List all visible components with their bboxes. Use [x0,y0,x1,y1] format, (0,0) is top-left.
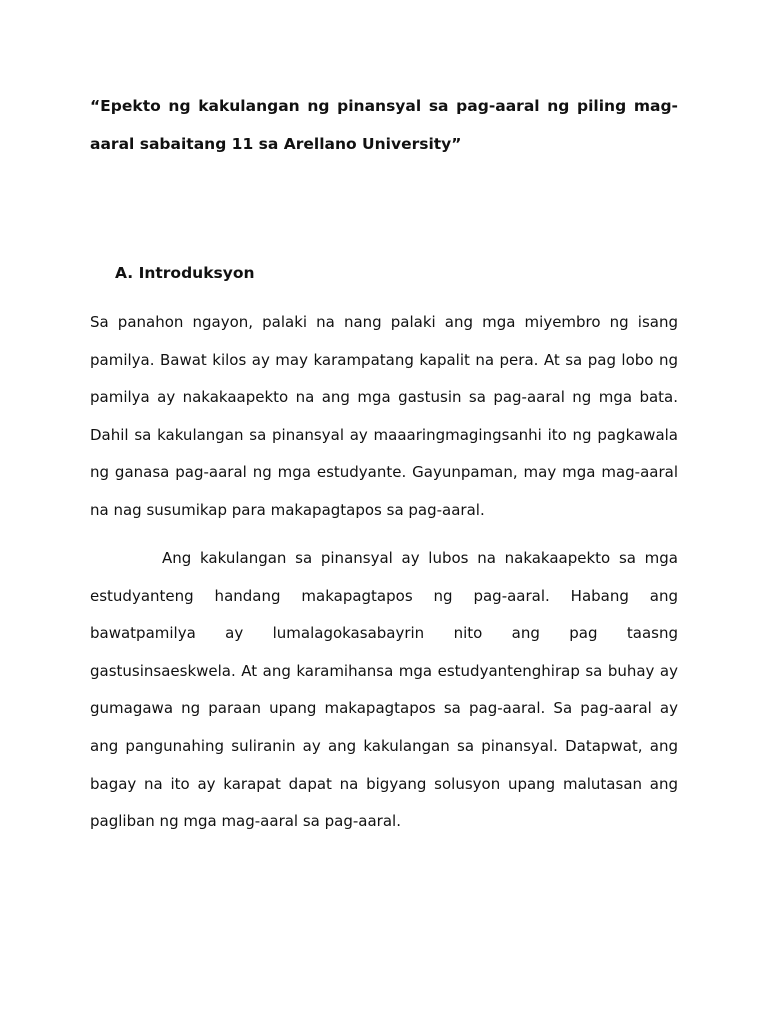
section-heading: A. Introduksyon [115,264,255,282]
paragraph-1: Sa panahon ngayon, palaki na nang palaki ang mga miyembro ng isang pamilya. Bawat kilos ay may karampatang kapalit na pera. At sa pag lobo ng pamilya ay nakakaapekto na ang mga gastusin sa pag-aaral ng mga bata. Dahil sa kakulangan sa pinansyal ay maaaringmagingsanhi ito ng pagkawala ng ganasa pag-aaral ng mga estudyante. Gayunpaman, may mga mag-aaral na nag susumikap para makapagtapos sa pag-aaral. [90,313,678,519]
document-title: “Epekto ng kakulangan ng pinansyal sa pag-aaral ng piling mag-aaral sabaitang 11 sa Arellano University” [90,97,678,153]
paragraph-2: Ang kakulangan sa pinansyal ay lubos na nakakaapekto sa mga estudyanteng handang makapagtapos ng pag-aaral. Habang ang bawatpamilya ay lumalagokasabayrin nito ang pag taasng gastusinsaeskwela. At ang karamihansa mga estudyantenghirap sa buhay ay gumagawa ng paraan upang makapagtapos sa pag-aaral. Sa pag-aaral ay ang pangunahing suliranin ay ang kakulangan sa pinansyal. Datapwat, ang bagay na ito ay karapat dapat na bigyang solusyon upang malutasan ang pagliban ng mga mag-aaral sa pag-aaral. [90,549,678,831]
